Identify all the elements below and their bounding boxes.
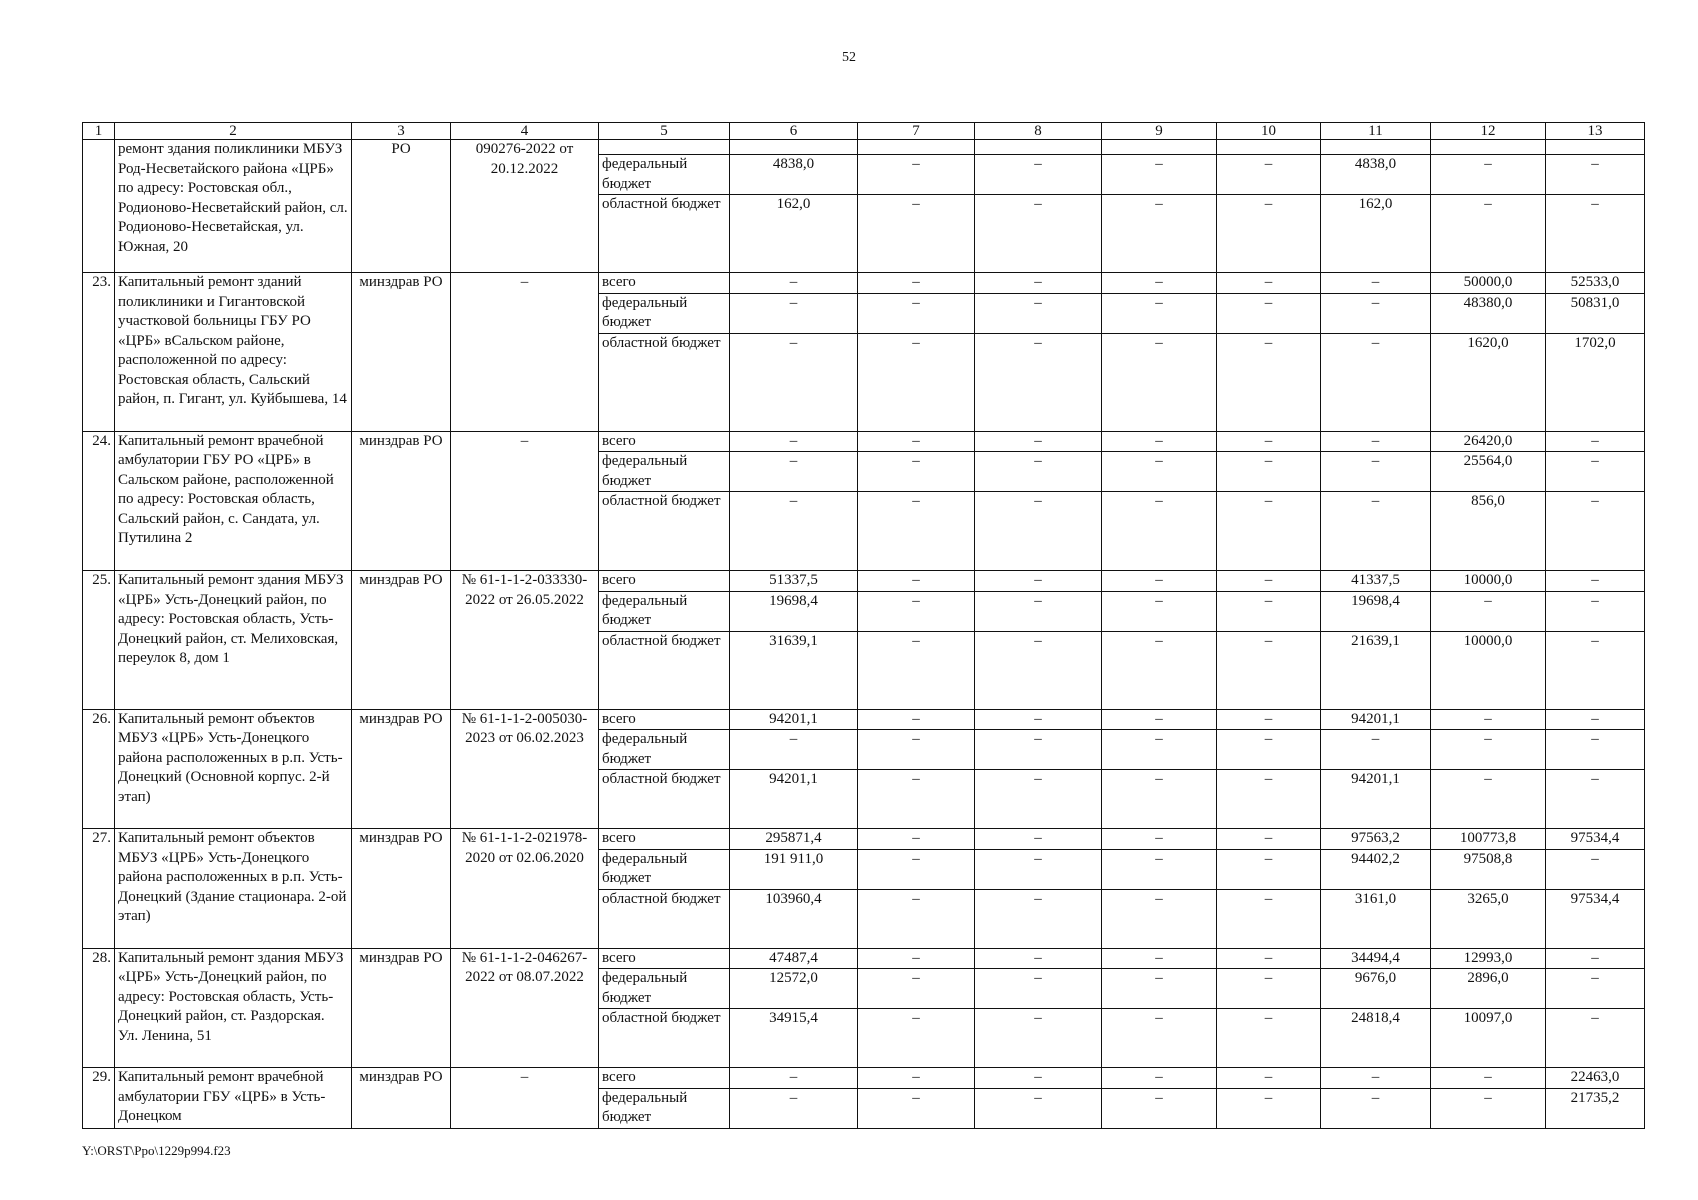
header-cell: 13: [1546, 123, 1645, 140]
value-cell-col-8: –: [975, 492, 1102, 571]
value-cell-col-13: –: [1546, 452, 1645, 492]
value-cell-col-6: –: [730, 333, 858, 431]
value-cell-col-8: –: [975, 730, 1102, 770]
value-cell-col-8: –: [975, 452, 1102, 492]
value-cell-col-10: –: [1217, 293, 1321, 333]
value-cell-col-6: 94201,1: [730, 709, 858, 730]
value-cell-col-9: –: [1102, 431, 1217, 452]
value-cell-col-8: –: [975, 829, 1102, 850]
value-cell-col-12: –: [1431, 591, 1546, 631]
funding-source: федеральный бюджет: [599, 293, 730, 333]
value-cell-col-12: 25564,0: [1431, 452, 1546, 492]
value-cell-col-10: –: [1217, 948, 1321, 969]
value-cell-col-10: –: [1217, 631, 1321, 709]
record-document: –: [451, 431, 599, 571]
value-cell-col-11: –: [1321, 492, 1431, 571]
header-cell: 11: [1321, 123, 1431, 140]
value-cell-col-12: 856,0: [1431, 492, 1546, 571]
value-cell-col-11: 94201,1: [1321, 709, 1431, 730]
value-cell-col-10: [1217, 140, 1321, 155]
value-cell-col-9: –: [1102, 730, 1217, 770]
value-cell-col-13: –: [1546, 155, 1645, 195]
value-cell-col-6: [730, 140, 858, 155]
value-cell-col-8: –: [975, 333, 1102, 431]
value-cell-col-12: –: [1431, 155, 1546, 195]
value-cell-col-9: –: [1102, 1068, 1217, 1089]
value-cell-col-9: –: [1102, 770, 1217, 829]
value-cell-col-12: 26420,0: [1431, 431, 1546, 452]
record-number: 27.: [83, 829, 115, 949]
value-cell-col-11: 19698,4: [1321, 591, 1431, 631]
value-cell-col-13: –: [1546, 948, 1645, 969]
value-cell-col-7: –: [858, 293, 975, 333]
value-cell-col-7: [858, 140, 975, 155]
record-number: 23.: [83, 273, 115, 432]
funding-source: федеральный бюджет: [599, 969, 730, 1009]
value-cell-col-9: –: [1102, 333, 1217, 431]
value-cell-col-6: –: [730, 1068, 858, 1089]
value-cell-col-12: 100773,8: [1431, 829, 1546, 850]
value-cell-col-10: –: [1217, 431, 1321, 452]
funding-source: всего: [599, 571, 730, 592]
value-cell-col-8: –: [975, 155, 1102, 195]
value-cell-col-7: –: [858, 492, 975, 571]
record-customer: минздрав РО: [352, 829, 451, 949]
record-document: –: [451, 1068, 599, 1129]
funding-source: областной бюджет: [599, 770, 730, 829]
record-description: Капитальный ремонт врачебной амбулатории ГБУ РО «ЦРБ» в Сальском районе, расположенной по адресу: Ростовская область, Сальский район, с. Сандата, ул. Путилина 2: [115, 431, 352, 571]
value-cell-col-10: –: [1217, 969, 1321, 1009]
value-cell-col-6: 295871,4: [730, 829, 858, 850]
value-cell-col-10: –: [1217, 889, 1321, 948]
value-cell-col-7: –: [858, 969, 975, 1009]
record-number: 26.: [83, 709, 115, 829]
value-cell-col-11: 3161,0: [1321, 889, 1431, 948]
record-document: № 61-1-1-2-033330-2022 от 26.05.2022: [451, 571, 599, 710]
value-cell-col-9: –: [1102, 948, 1217, 969]
funding-source: федеральный бюджет: [599, 591, 730, 631]
value-cell-col-6: 47487,4: [730, 948, 858, 969]
value-cell-col-12: –: [1431, 1068, 1546, 1089]
value-cell-col-7: –: [858, 889, 975, 948]
value-cell-col-8: –: [975, 431, 1102, 452]
record-description: Капитальный ремонт объектов МБУЗ «ЦРБ» Усть-Донецкого района расположенных в р.п. Усть-Донецкий (Здание стационара. 2-ой этап): [115, 829, 352, 949]
file-path: Y:\ORST\Ppo\1229p994.f23: [82, 1143, 231, 1158]
value-cell-col-6: –: [730, 730, 858, 770]
value-cell-col-11: –: [1321, 1088, 1431, 1128]
record-description: Капитальный ремонт здания МБУЗ «ЦРБ» Усть-Донецкий район, по адресу: Ростовская область, Усть-Донецкий район, ст. Раздорская. Ул. Ленина, 51: [115, 948, 352, 1068]
value-cell-col-12: –: [1431, 1088, 1546, 1128]
funding-source: федеральный бюджет: [599, 730, 730, 770]
value-cell-col-13: –: [1546, 1009, 1645, 1068]
value-cell-col-10: –: [1217, 730, 1321, 770]
value-cell-col-9: [1102, 140, 1217, 155]
value-cell-col-10: –: [1217, 1068, 1321, 1089]
value-cell-col-11: 4838,0: [1321, 155, 1431, 195]
table-body: [83, 123, 1645, 1129]
value-cell-col-12: 10000,0: [1431, 631, 1546, 709]
value-cell-col-12: 1620,0: [1431, 333, 1546, 431]
record-description: Капитальный ремонт врачебной амбулатории ГБУ «ЦРБ» в Усть-Донецком: [115, 1068, 352, 1129]
value-cell-col-10: –: [1217, 1088, 1321, 1128]
record-description: Капитальный ремонт здания МБУЗ «ЦРБ» Усть-Донецкий район, по адресу: Ростовская область, Усть-Донецкий район, ст. Мелиховская, переулок 8, дом 1: [115, 571, 352, 710]
value-cell-col-6: 191 911,0: [730, 849, 858, 889]
value-cell-col-10: –: [1217, 770, 1321, 829]
value-cell-col-10: –: [1217, 333, 1321, 431]
value-cell-col-13: –: [1546, 770, 1645, 829]
value-cell-col-11: 34494,4: [1321, 948, 1431, 969]
value-cell-col-8: –: [975, 195, 1102, 273]
record-number: 28.: [83, 948, 115, 1068]
funding-source: областной бюджет: [599, 492, 730, 571]
value-cell-col-11: –: [1321, 333, 1431, 431]
value-cell-col-10: –: [1217, 452, 1321, 492]
value-cell-col-9: –: [1102, 849, 1217, 889]
value-cell-col-13: –: [1546, 195, 1645, 273]
header-cell: 8: [975, 123, 1102, 140]
value-cell-col-9: –: [1102, 195, 1217, 273]
value-cell-col-6: 34915,4: [730, 1009, 858, 1068]
value-cell-col-7: –: [858, 1068, 975, 1089]
record-customer: минздрав РО: [352, 948, 451, 1068]
table-row: [83, 140, 1645, 155]
value-cell-col-9: –: [1102, 273, 1217, 294]
table-row: [83, 709, 1645, 730]
value-cell-col-8: –: [975, 770, 1102, 829]
value-cell-col-9: –: [1102, 492, 1217, 571]
value-cell-col-7: –: [858, 730, 975, 770]
value-cell-col-13: –: [1546, 492, 1645, 571]
value-cell-col-7: –: [858, 1009, 975, 1068]
header-cell: 12: [1431, 123, 1546, 140]
funding-source: областной бюджет: [599, 631, 730, 709]
value-cell-col-7: –: [858, 591, 975, 631]
value-cell-col-6: 12572,0: [730, 969, 858, 1009]
value-cell-col-10: –: [1217, 571, 1321, 592]
value-cell-col-6: 94201,1: [730, 770, 858, 829]
value-cell-col-8: –: [975, 849, 1102, 889]
value-cell-col-6: 4838,0: [730, 155, 858, 195]
value-cell-col-8: –: [975, 1068, 1102, 1089]
header-row: [83, 123, 1645, 140]
value-cell-col-8: –: [975, 273, 1102, 294]
funding-source: областной бюджет: [599, 889, 730, 948]
table-row: [83, 273, 1645, 294]
value-cell-col-7: –: [858, 1088, 975, 1128]
record-number: 25.: [83, 571, 115, 710]
funding-source: областной бюджет: [599, 195, 730, 273]
header-cell: 9: [1102, 123, 1217, 140]
value-cell-col-11: 97563,2: [1321, 829, 1431, 850]
value-cell-col-10: –: [1217, 492, 1321, 571]
value-cell-col-7: –: [858, 195, 975, 273]
value-cell-col-13: [1546, 140, 1645, 155]
record-customer: минздрав РО: [352, 273, 451, 432]
header-cell: 10: [1217, 123, 1321, 140]
record-document: –: [451, 273, 599, 432]
value-cell-col-8: –: [975, 631, 1102, 709]
record-customer: РО: [352, 140, 451, 273]
value-cell-col-7: –: [858, 571, 975, 592]
value-cell-col-6: 162,0: [730, 195, 858, 273]
header-cell: 6: [730, 123, 858, 140]
table-row: [83, 571, 1645, 592]
value-cell-col-6: –: [730, 273, 858, 294]
record-document: № 61-1-1-2-005030-2023 от 06.02.2023: [451, 709, 599, 829]
value-cell-col-11: –: [1321, 273, 1431, 294]
value-cell-col-9: –: [1102, 631, 1217, 709]
funding-source: федеральный бюджет: [599, 1088, 730, 1128]
value-cell-col-12: 48380,0: [1431, 293, 1546, 333]
value-cell-col-11: –: [1321, 293, 1431, 333]
value-cell-col-12: 12993,0: [1431, 948, 1546, 969]
value-cell-col-12: 97508,8: [1431, 849, 1546, 889]
value-cell-col-12: –: [1431, 730, 1546, 770]
value-cell-col-7: –: [858, 948, 975, 969]
funding-source: областной бюджет: [599, 333, 730, 431]
record-document: 090276-2022 от 20.12.2022: [451, 140, 599, 273]
value-cell-col-12: –: [1431, 709, 1546, 730]
value-cell-col-8: –: [975, 948, 1102, 969]
value-cell-col-11: 94201,1: [1321, 770, 1431, 829]
value-cell-col-11: –: [1321, 452, 1431, 492]
value-cell-col-13: –: [1546, 969, 1645, 1009]
value-cell-col-13: –: [1546, 431, 1645, 452]
value-cell-col-9: –: [1102, 889, 1217, 948]
funding-source: всего: [599, 1068, 730, 1089]
value-cell-col-7: –: [858, 709, 975, 730]
record-description: Капитальный ремонт зданий поликлиники и Гигантовской участковой больницы ГБУ РО «ЦРБ» вСальском районе, расположенной по адресу: Ростовская область, Сальский район, п. Гигант, ул. Куйбышева, 14: [115, 273, 352, 432]
funding-source: всего: [599, 709, 730, 730]
value-cell-col-11: 24818,4: [1321, 1009, 1431, 1068]
value-cell-col-13: –: [1546, 631, 1645, 709]
value-cell-col-10: –: [1217, 709, 1321, 730]
value-cell-col-7: –: [858, 770, 975, 829]
value-cell-col-8: –: [975, 1009, 1102, 1068]
table-row: [83, 948, 1645, 969]
value-cell-col-13: –: [1546, 730, 1645, 770]
value-cell-col-9: –: [1102, 591, 1217, 631]
value-cell-col-11: –: [1321, 431, 1431, 452]
value-cell-col-7: –: [858, 155, 975, 195]
header-cell: 2: [115, 123, 352, 140]
value-cell-col-9: –: [1102, 155, 1217, 195]
funding-source: всего: [599, 948, 730, 969]
record-number: 29.: [83, 1068, 115, 1129]
record-document: № 61-1-1-2-046267-2022 от 08.07.2022: [451, 948, 599, 1068]
value-cell-col-12: –: [1431, 195, 1546, 273]
value-cell-col-13: 22463,0: [1546, 1068, 1645, 1089]
value-cell-col-9: –: [1102, 452, 1217, 492]
value-cell-col-7: –: [858, 631, 975, 709]
value-cell-col-8: –: [975, 591, 1102, 631]
page-number: 52: [842, 50, 856, 65]
value-cell-col-10: –: [1217, 849, 1321, 889]
record-number: [83, 140, 115, 273]
value-cell-col-11: –: [1321, 730, 1431, 770]
funding-source: федеральный бюджет: [599, 849, 730, 889]
value-cell-col-12: –: [1431, 770, 1546, 829]
budget-table: [82, 122, 1645, 1129]
value-cell-col-7: –: [858, 273, 975, 294]
value-cell-col-6: 103960,4: [730, 889, 858, 948]
value-cell-col-11: 94402,2: [1321, 849, 1431, 889]
record-customer: минздрав РО: [352, 571, 451, 710]
funding-source: областной бюджет: [599, 1009, 730, 1068]
value-cell-col-7: –: [858, 333, 975, 431]
table-row: [83, 1068, 1645, 1089]
header-cell: 5: [599, 123, 730, 140]
record-document: № 61-1-1-2-021978-2020 от 02.06.2020: [451, 829, 599, 949]
value-cell-col-7: –: [858, 431, 975, 452]
value-cell-col-12: 10000,0: [1431, 571, 1546, 592]
value-cell-col-8: –: [975, 293, 1102, 333]
table-row: [83, 829, 1645, 850]
value-cell-col-12: 3265,0: [1431, 889, 1546, 948]
value-cell-col-12: 10097,0: [1431, 1009, 1546, 1068]
value-cell-col-11: [1321, 140, 1431, 155]
value-cell-col-9: –: [1102, 969, 1217, 1009]
value-cell-col-10: –: [1217, 273, 1321, 294]
value-cell-col-7: –: [858, 829, 975, 850]
value-cell-col-6: 51337,5: [730, 571, 858, 592]
value-cell-col-13: 21735,2: [1546, 1088, 1645, 1128]
record-customer: минздрав РО: [352, 431, 451, 571]
value-cell-col-11: 9676,0: [1321, 969, 1431, 1009]
record-description: ремонт здания поликлиники МБУЗ Род-Несветайского района «ЦРБ» по адресу: Ростовская обл., Родионово-Несветайский район, сл. Родионово-Несветайская, ул. Южная, 20: [115, 140, 352, 273]
funding-source: всего: [599, 273, 730, 294]
header-cell: 7: [858, 123, 975, 140]
value-cell-col-13: –: [1546, 591, 1645, 631]
value-cell-col-9: –: [1102, 293, 1217, 333]
value-cell-col-13: 97534,4: [1546, 889, 1645, 948]
value-cell-col-10: –: [1217, 195, 1321, 273]
value-cell-col-12: 2896,0: [1431, 969, 1546, 1009]
value-cell-col-8: –: [975, 889, 1102, 948]
record-number: 24.: [83, 431, 115, 571]
value-cell-col-8: –: [975, 709, 1102, 730]
value-cell-col-13: 97534,4: [1546, 829, 1645, 850]
header-cell: 3: [352, 123, 451, 140]
value-cell-col-6: –: [730, 452, 858, 492]
funding-source: федеральный бюджет: [599, 155, 730, 195]
value-cell-col-6: –: [730, 1088, 858, 1128]
value-cell-col-8: –: [975, 969, 1102, 1009]
value-cell-col-6: –: [730, 492, 858, 571]
value-cell-col-8: –: [975, 571, 1102, 592]
value-cell-col-8: [975, 140, 1102, 155]
value-cell-col-13: 50831,0: [1546, 293, 1645, 333]
value-cell-col-11: 41337,5: [1321, 571, 1431, 592]
value-cell-col-13: 52533,0: [1546, 273, 1645, 294]
value-cell-col-10: –: [1217, 1009, 1321, 1068]
value-cell-col-10: –: [1217, 155, 1321, 195]
value-cell-col-6: 31639,1: [730, 631, 858, 709]
value-cell-col-6: –: [730, 293, 858, 333]
funding-source: всего: [599, 431, 730, 452]
funding-source: [599, 140, 730, 155]
value-cell-col-11: 21639,1: [1321, 631, 1431, 709]
value-cell-col-9: –: [1102, 571, 1217, 592]
funding-source: федеральный бюджет: [599, 452, 730, 492]
value-cell-col-7: –: [858, 849, 975, 889]
table-row: [83, 431, 1645, 452]
value-cell-col-9: –: [1102, 829, 1217, 850]
value-cell-col-13: –: [1546, 571, 1645, 592]
value-cell-col-9: –: [1102, 1009, 1217, 1068]
value-cell-col-12: [1431, 140, 1546, 155]
record-customer: минздрав РО: [352, 1068, 451, 1129]
value-cell-col-13: –: [1546, 709, 1645, 730]
value-cell-col-6: –: [730, 431, 858, 452]
value-cell-col-11: –: [1321, 1068, 1431, 1089]
header-cell: 1: [83, 123, 115, 140]
funding-source: всего: [599, 829, 730, 850]
record-description: Капитальный ремонт объектов МБУЗ «ЦРБ» Усть-Донецкого района расположенных в р.п. Усть-Донецкий (Основной корпус. 2-й этап): [115, 709, 352, 829]
value-cell-col-13: –: [1546, 849, 1645, 889]
value-cell-col-13: 1702,0: [1546, 333, 1645, 431]
budget-table-container: [82, 122, 1624, 1129]
record-customer: минздрав РО: [352, 709, 451, 829]
value-cell-col-8: –: [975, 1088, 1102, 1128]
value-cell-col-11: 162,0: [1321, 195, 1431, 273]
value-cell-col-9: –: [1102, 1088, 1217, 1128]
value-cell-col-10: –: [1217, 829, 1321, 850]
value-cell-col-7: –: [858, 452, 975, 492]
value-cell-col-9: –: [1102, 709, 1217, 730]
header-cell: 4: [451, 123, 599, 140]
value-cell-col-12: 50000,0: [1431, 273, 1546, 294]
value-cell-col-10: –: [1217, 591, 1321, 631]
value-cell-col-6: 19698,4: [730, 591, 858, 631]
